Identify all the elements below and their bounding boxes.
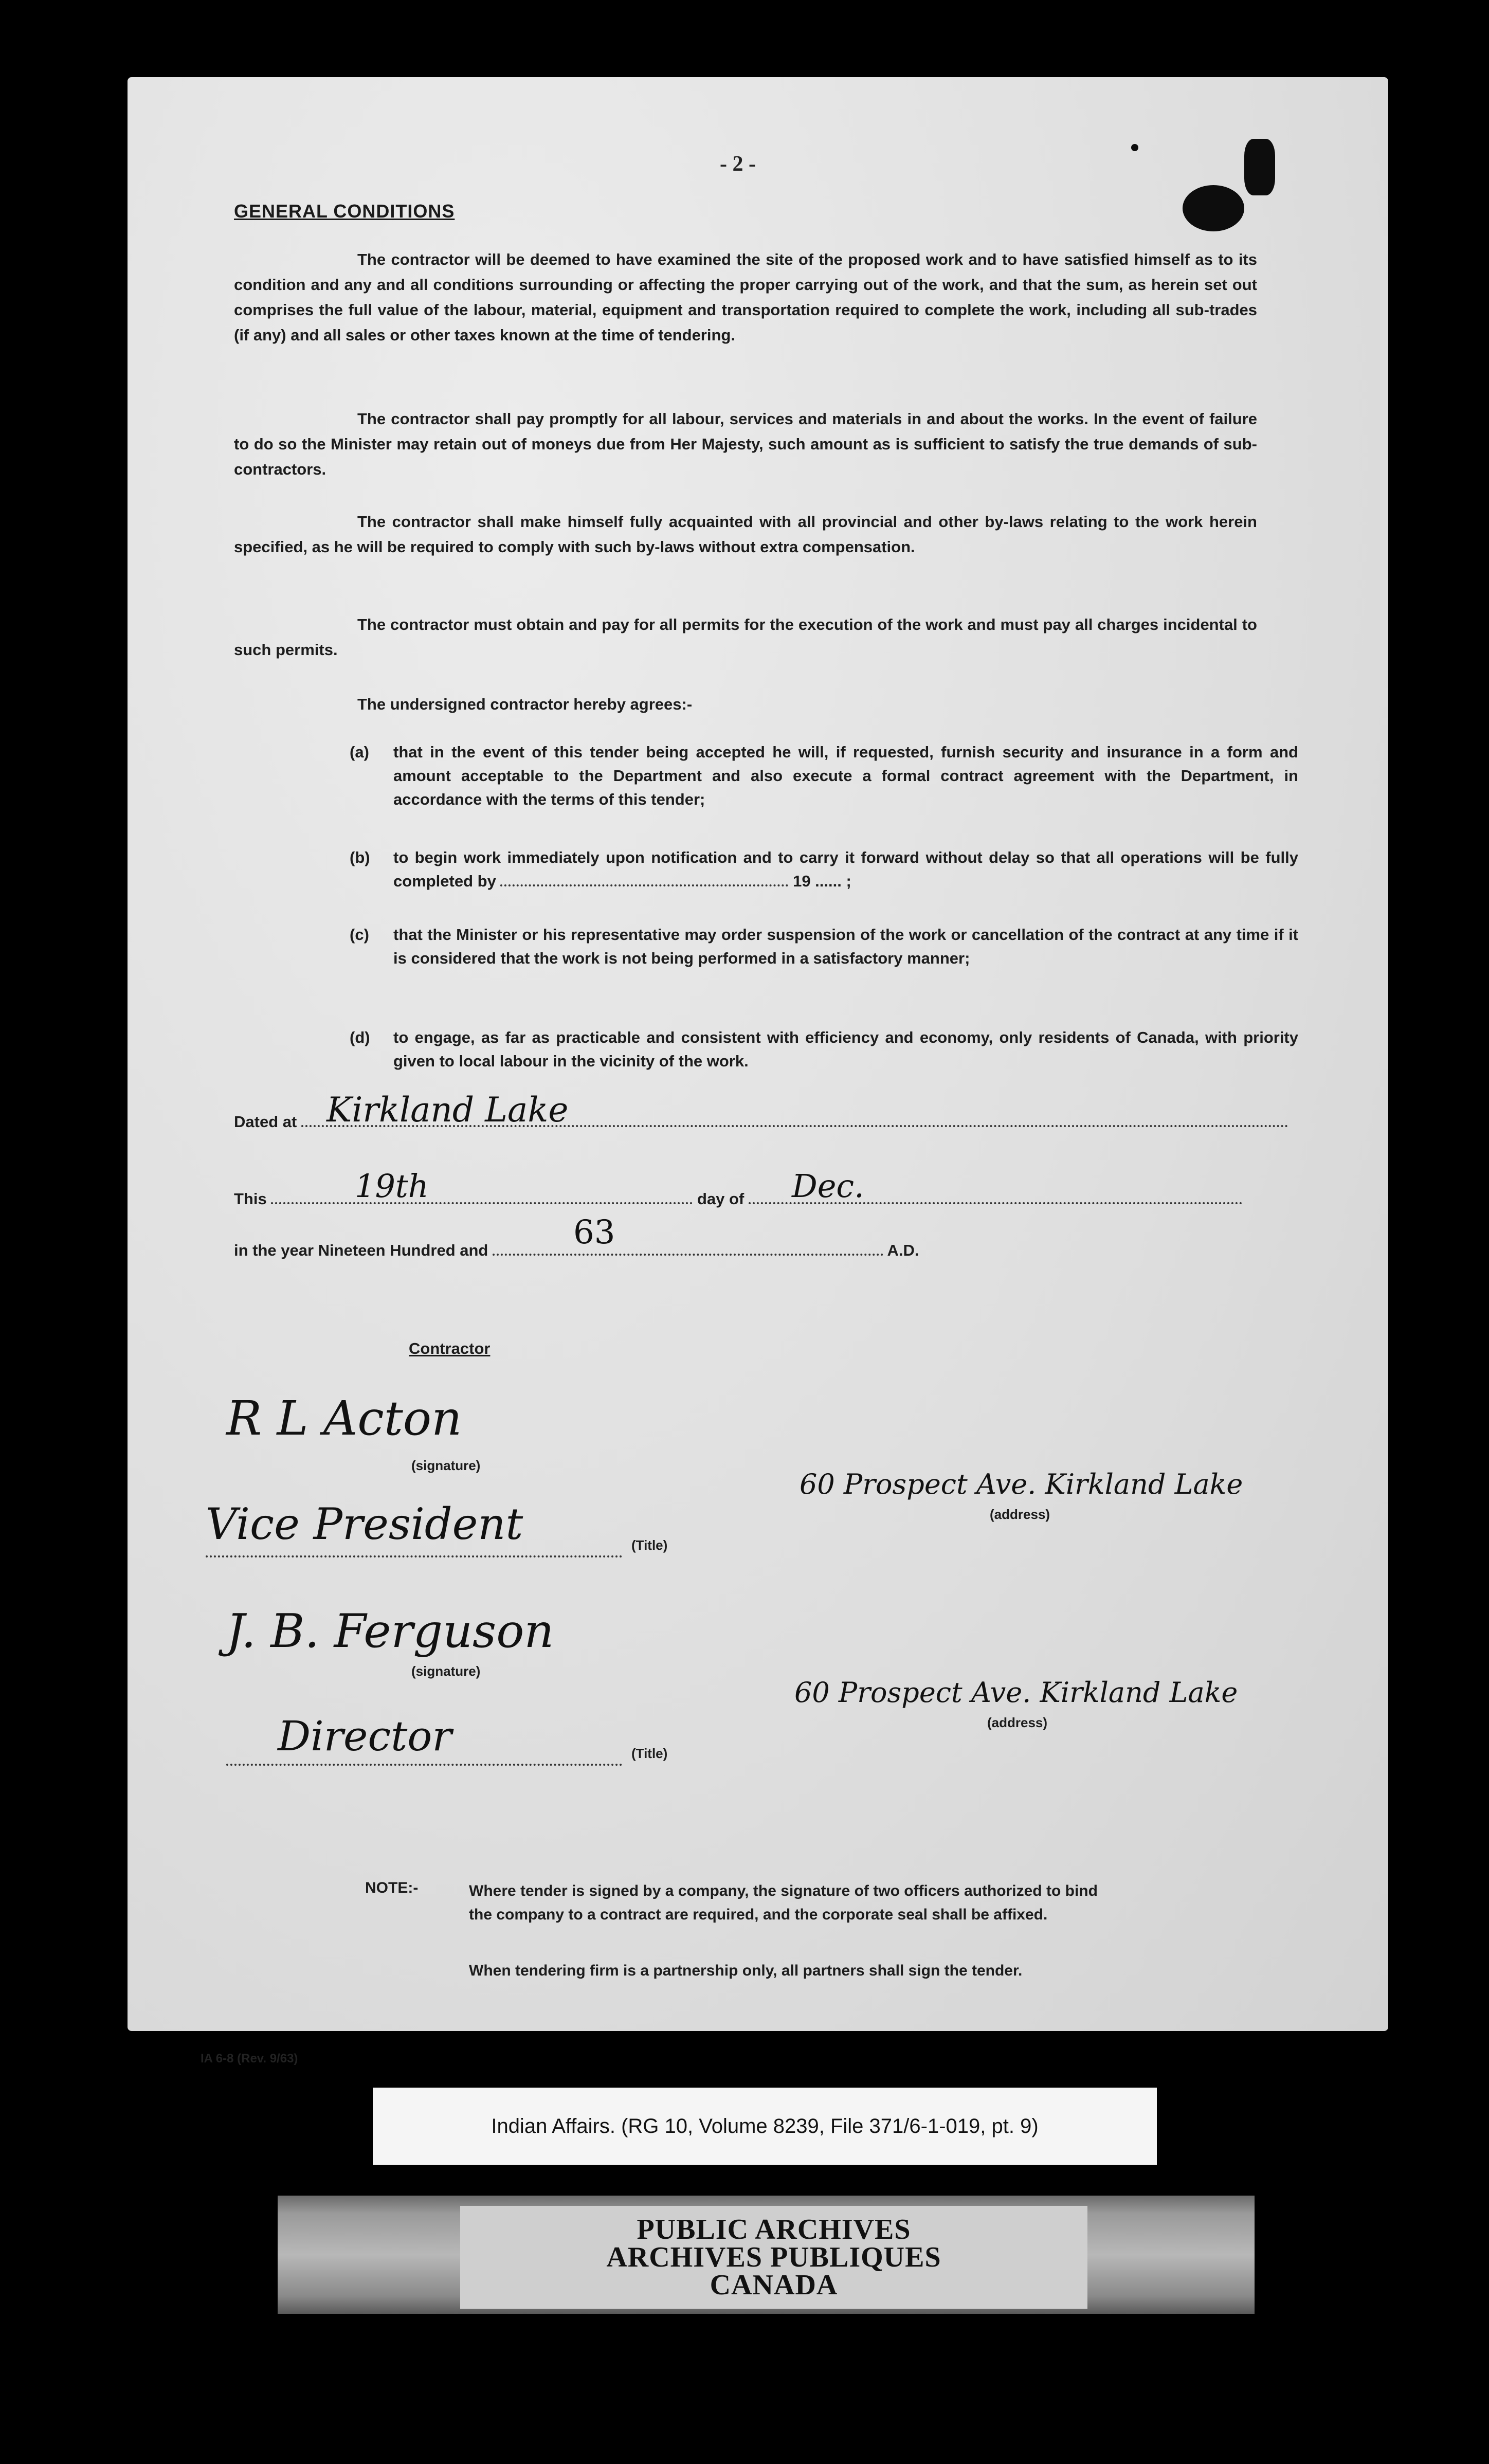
clause-text: to engage, as far as practicable and consistent with efficiency and economy, only residents of Canada, with priority given to local labour in the vicinity of the work.: [393, 1028, 1298, 1070]
year-handwriting: 63: [573, 1213, 615, 1252]
clause-letter: (c): [350, 926, 369, 944]
address-2-handwriting: 60 Prospect Ave. Kirkland Lake: [794, 1676, 1238, 1709]
clause-text: that in the event of this tender being accepted he will, if requested, furnish security and insurance in a form and amount acceptable to the Department and also execute a formal contract agreement with the Department, in accordance with the terms of this tender;: [393, 743, 1298, 808]
this-label: This: [234, 1190, 267, 1208]
title-2-handwriting: Director: [278, 1712, 452, 1760]
year-label: in the year Nineteen Hundred and: [234, 1241, 488, 1259]
address-label-2: (address): [987, 1715, 1048, 1730]
paragraph-agreement-intro: [234, 692, 1257, 717]
section-heading: GENERAL CONDITIONS: [234, 201, 455, 222]
archive-caption-text: Indian Affairs. (RG 10, Volume 8239, File 371/6-1-019, pt. 9): [491, 2114, 1039, 2137]
signature-label-1: (signature): [411, 1458, 481, 1473]
paragraph-payment: [234, 406, 1257, 482]
contractor-label: Contractor: [409, 1339, 491, 1357]
note-text-2: When tendering firm is a partnership only, all partners shall sign the tender.: [469, 1962, 1023, 1979]
clause-text: that the Minister or his representative may order suspension of the work or cancellation of the contract at any time if it is considered that the work is not being performed in a satisfactory manner;: [393, 926, 1298, 967]
address-label-1: (address): [990, 1507, 1050, 1522]
form-number: IA 6-8 (Rev. 9/63): [201, 2052, 298, 2066]
paragraph-permits: [234, 612, 1257, 662]
clause-letter: (b): [350, 848, 370, 866]
archive-stamp-line-2: ARCHIVES PUBLIQUES: [606, 2241, 941, 2273]
day-field[interactable]: [271, 1188, 693, 1204]
scan-blot: [1183, 185, 1244, 231]
paragraph-text: The contractor shall pay promptly for all labour, services and materials in and about the works. In the event of failure to do so the Minister may retain out of moneys due from Her Majesty, such amount as is sufficient to satisfy the true demands of sub-contractors.: [234, 410, 1257, 478]
dated-at-label: Dated at: [234, 1113, 297, 1131]
completion-date-field[interactable]: [500, 870, 788, 886]
title-2-line: [226, 1764, 622, 1766]
paragraph-text: The contractor will be deemed to have examined the site of the proposed work and to have satisfied himself as to its condition and any and all conditions surrounding or affecting the proper carrying out of the work, and that the sum, as herein set out comprises the full value of the labour, material, equipment and transportation required to complete the work, including all sub-trades (if any) and all sales or other taxes known at the time of tendering.: [234, 250, 1257, 344]
ad-label: A.D.: [887, 1241, 919, 1259]
day-handwriting: 19th: [355, 1167, 429, 1205]
paragraph-bylaws: [234, 509, 1257, 559]
signature-2: J. B. Ferguson: [226, 1604, 554, 1658]
paragraph-site-examination: [234, 247, 1257, 348]
archive-stamp: [460, 2206, 1087, 2309]
title-label-2: (Title): [631, 1746, 668, 1761]
archive-stamp-line-1: PUBLIC ARCHIVES: [637, 2214, 911, 2245]
signature-1: R L Acton: [226, 1391, 462, 1446]
clause-letter: (a): [350, 743, 369, 761]
clause-b-suffix: 19 ...... ;: [793, 872, 851, 890]
paragraph-text: The undersigned contractor hereby agrees:-: [357, 695, 693, 713]
clause-letter: (d): [350, 1028, 370, 1046]
dated-at-handwriting: Kirkland Lake: [326, 1090, 569, 1130]
year-field[interactable]: [493, 1239, 883, 1256]
day-of-label: day of: [697, 1190, 744, 1208]
paragraph-text: The contractor must obtain and pay for all permits for the execution of the work and must pay all charges incidental to such permits.: [234, 615, 1257, 659]
page-number: - 2 -: [720, 152, 756, 176]
month-handwriting: Dec.: [792, 1167, 864, 1205]
clause-text: [393, 846, 1298, 893]
title-label-1: (Title): [631, 1537, 668, 1553]
scan-blot: [1244, 139, 1275, 195]
title-1-handwriting: Vice President: [206, 1499, 523, 1549]
clause-b-text: to begin work immediately upon notification and to carry it forward without delay so that all operations will be fully completed by: [393, 848, 1298, 890]
address-1-handwriting: 60 Prospect Ave. Kirkland Lake: [800, 1468, 1243, 1500]
note-label: NOTE:-: [365, 1879, 419, 1896]
signature-label-2: (signature): [411, 1663, 481, 1679]
note-text-1: Where tender is signed by a company, the signature of two officers authorized to bind the company to a contract are required, and the corporate seal shall be affixed.: [469, 1882, 1098, 1923]
title-1-line: [206, 1555, 622, 1557]
archive-stamp-line-3: CANADA: [710, 2269, 838, 2301]
archive-caption: [373, 2088, 1157, 2165]
paragraph-text: The contractor shall make himself fully acquainted with all provincial and other by-laws relating to the work herein specified, as he will be required to comply with such by-laws without extra compensation.: [234, 513, 1257, 556]
scan-blot: [1131, 144, 1138, 151]
